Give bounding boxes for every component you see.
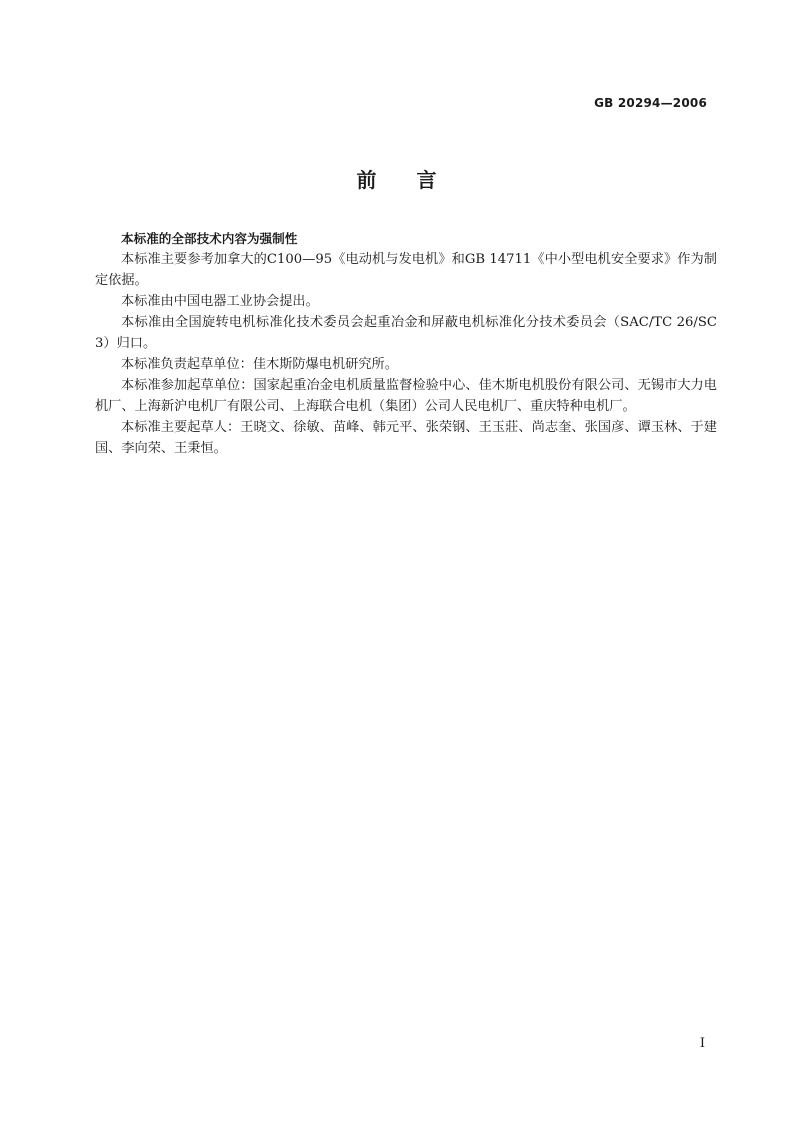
- page-title: 前言: [356, 168, 477, 192]
- paragraph-drafting-unit: 本标准负责起草单位：佳木斯防爆电机研究所。: [121, 357, 398, 372]
- page-number: I: [699, 1036, 705, 1051]
- paragraph-drafters: 本标准主要起草人：王晓文、徐敏、苗峰、韩元平、张荣钢、王玉莊、尚志奎、张国彦、谭玉林、于建国、李向荣、王秉恒。: [95, 420, 717, 456]
- paragraph-technical-committee: 本标准由全国旋转电机标准化技术委员会起重冶金和屏蔽电机标准化分技术委员会（SAC/TC 26/SC 3）归口。: [95, 315, 717, 351]
- standard-number: GB 20294—2006: [594, 96, 707, 110]
- paragraph-participating-units: 本标准参加起草单位：国家起重冶金电机质量监督检验中心、佳木斯电机股份有限公司、无锡市大力电机厂、上海新沪电机厂有限公司、上海联合电机（集团）公司人民电机厂、重庆特种电机厂。: [95, 378, 717, 414]
- paragraph-proposer: 本标准由中国电器工业协会提出。: [121, 294, 319, 309]
- paragraph-mandatory-statement: 本标准的全部技术内容为强制性: [121, 231, 298, 246]
- foreword-body: [95, 228, 717, 459]
- paragraph-reference: 本标准主要参考加拿大的C100—95《电动机与发电机》和GB 14711《中小型电机安全要求》作为制定依据。: [95, 252, 717, 288]
